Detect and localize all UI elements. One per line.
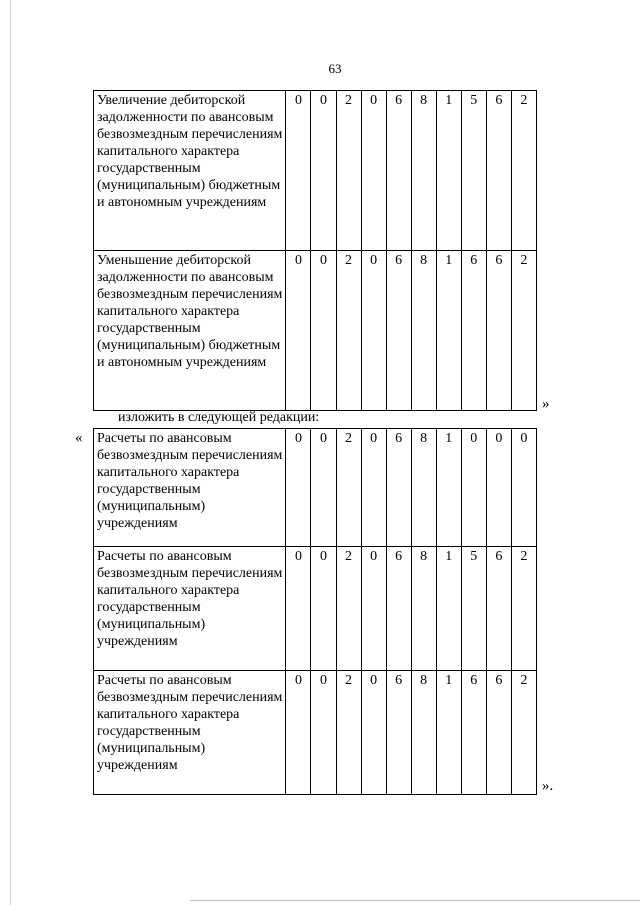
code-digit: 6 [486, 671, 511, 795]
code-digit: 8 [411, 251, 436, 411]
row-label: Увеличение дебиторской задолженности по авансовым безвозмездным перечислениям капитального характера государственным (муниципальным) бюджетным и автономным учреждениям [94, 91, 286, 251]
account-table-old [93, 90, 537, 411]
code-digit: 0 [311, 91, 336, 251]
code-digit: 8 [411, 91, 436, 251]
code-digit: 6 [486, 91, 511, 251]
code-digit: 0 [311, 671, 336, 795]
table-row [94, 429, 537, 547]
code-digit: 2 [336, 671, 361, 795]
scan-edge-bottom [190, 900, 640, 901]
code-digit: 6 [461, 671, 486, 795]
code-digit: 0 [286, 251, 311, 411]
code-digit: 8 [411, 671, 436, 795]
table-row [94, 91, 537, 251]
code-digit: 6 [486, 251, 511, 411]
code-digit: 6 [386, 547, 411, 671]
code-digit: 0 [286, 671, 311, 795]
code-digit: 1 [436, 91, 461, 251]
code-digit: 6 [386, 251, 411, 411]
table-row [94, 671, 537, 795]
code-digit: 2 [336, 547, 361, 671]
code-digit: 8 [411, 429, 436, 547]
code-digit: 0 [286, 547, 311, 671]
code-digit: 0 [486, 429, 511, 547]
scan-edge-left [10, 0, 11, 905]
account-table-new [93, 428, 537, 795]
code-digit: 2 [336, 91, 361, 251]
code-digit: 0 [361, 547, 386, 671]
code-digit: 6 [486, 547, 511, 671]
code-digit: 1 [436, 251, 461, 411]
closing-quote: » [542, 396, 550, 412]
code-digit: 2 [511, 251, 536, 411]
row-label: Расчеты по авансовым безвозмездным перечислениям капитального характера государственным (муниципальным) учреждениям [94, 429, 286, 547]
code-digit: 6 [386, 429, 411, 547]
code-digit: 0 [461, 429, 486, 547]
page-number: 63 [328, 61, 342, 76]
opening-quote: « [75, 430, 83, 446]
code-digit: 2 [511, 91, 536, 251]
code-digit: 0 [361, 91, 386, 251]
code-digit: 0 [361, 671, 386, 795]
table-row [94, 251, 537, 411]
row-label: Уменьшение дебиторской задолженности по авансовым безвозмездным перечислениям капитального характера государственным (муниципальным) бюджетным и автономным учреждениям [94, 251, 286, 411]
row-label: Расчеты по авансовым безвозмездным перечислениям капитального характера государственным (муниципальным) учреждениям [94, 547, 286, 671]
amendment-intro: изложить в следующей редакции: [118, 410, 320, 425]
code-digit: 2 [336, 251, 361, 411]
code-digit: 0 [311, 251, 336, 411]
code-digit: 1 [436, 429, 461, 547]
code-digit: 0 [286, 429, 311, 547]
code-digit: 0 [311, 429, 336, 547]
closing-quote-final: ». [542, 778, 554, 794]
code-digit: 6 [386, 91, 411, 251]
code-digit: 5 [461, 91, 486, 251]
code-digit: 2 [336, 429, 361, 547]
code-digit: 1 [436, 671, 461, 795]
code-digit: 6 [386, 671, 411, 795]
code-digit: 0 [361, 429, 386, 547]
code-digit: 5 [461, 547, 486, 671]
code-digit: 0 [511, 429, 536, 547]
code-digit: 0 [311, 547, 336, 671]
code-digit: 8 [411, 547, 436, 671]
code-digit: 2 [511, 547, 536, 671]
row-label: Расчеты по авансовым безвозмездным перечислениям капитального характера государственным (муниципальным) учреждениям [94, 671, 286, 795]
code-digit: 0 [361, 251, 386, 411]
table-row [94, 547, 537, 671]
code-digit: 0 [286, 91, 311, 251]
code-digit: 1 [436, 547, 461, 671]
code-digit: 6 [461, 251, 486, 411]
code-digit: 2 [511, 671, 536, 795]
